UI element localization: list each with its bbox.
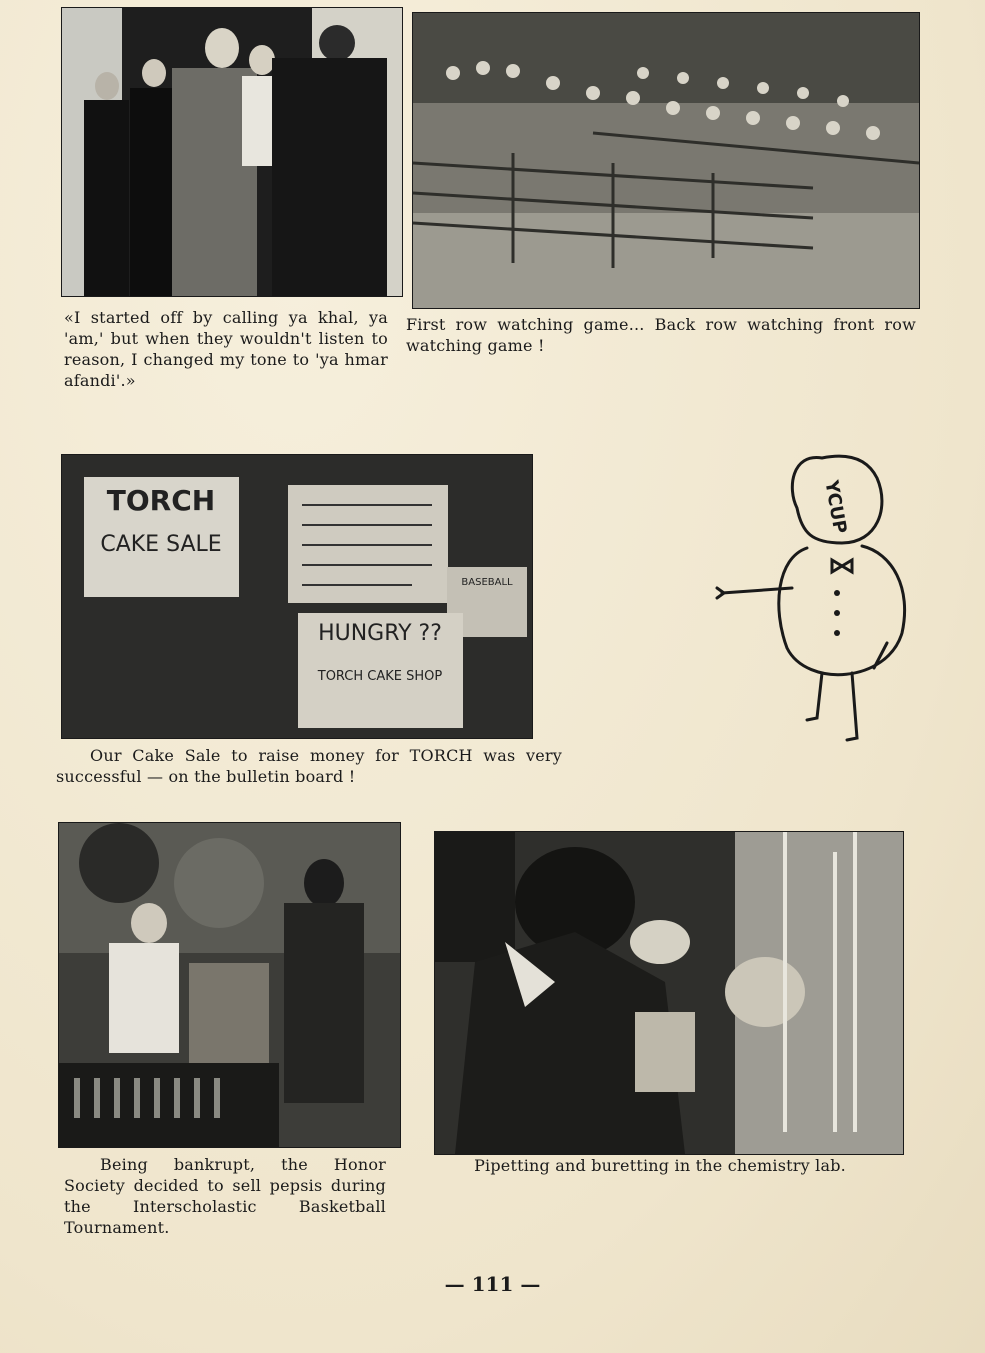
caption-cake-sale: Our Cake Sale to raise money for TORCH was very successful — on the bulletin board !	[56, 746, 562, 786]
photo-pepsi-sale	[59, 823, 400, 1147]
cartoon-face-marks: YCUP	[820, 478, 851, 536]
photo-chemistry-lab	[435, 832, 903, 1154]
page-number: — 111 —	[444, 1272, 541, 1296]
caption-bleachers: First row watching game... Back row watching front row watching game !	[406, 315, 916, 355]
caption-officials: «I started off by calling ya khal, ya 'am,' but when they wouldn't listen to reason, I changed my tone to 'ya hmar afandi'.»	[64, 308, 388, 390]
photo-bleachers	[413, 13, 919, 308]
sign-hungry: HUNGRY ??	[318, 621, 442, 646]
photo-officials-doorway	[62, 8, 402, 296]
caption-pepsi-sale: Being bankrupt, the Honor Society decided to sell pepsis during the Interscholastic Basketball Tournament.	[64, 1155, 386, 1237]
photo-cake-sale-bulletin	[62, 455, 532, 738]
sign-baseball: BASEBALL	[461, 577, 513, 588]
sign-torch: TORCH	[106, 484, 216, 517]
caption-chemistry-lab: Pipetting and buretting in the chemistry lab.	[474, 1156, 846, 1175]
sign-torch-cake-shop: TORCH CAKE SHOP	[317, 669, 443, 684]
sign-cake-sale: CAKE SALE	[100, 532, 222, 557]
cartoon-character	[712, 448, 922, 748]
